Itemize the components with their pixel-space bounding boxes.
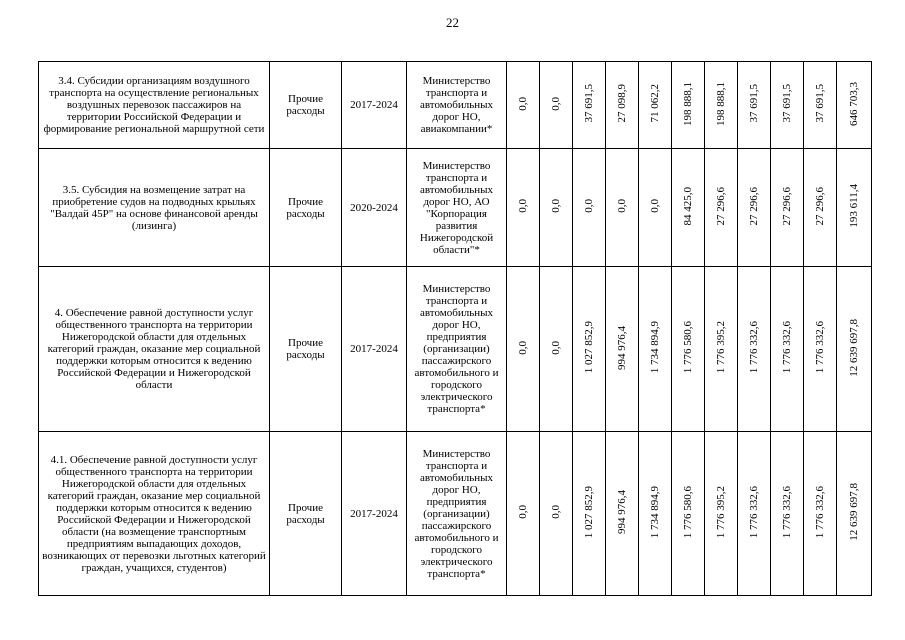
amount-cell [639,432,672,596]
amount-value: 1 776 332,6 [781,321,793,374]
amount-cell [606,149,639,267]
table-row [39,267,872,432]
amount-cell [639,149,672,267]
amount-cell [771,267,804,432]
amount-cell [771,149,804,267]
amount-value: 0,0 [649,199,661,213]
amount-value: 1 734 894,9 [649,321,661,374]
amount-value: 0,0 [517,96,529,111]
amount-value: 1 776 332,6 [781,485,793,539]
amount-cell [837,267,872,432]
amount-cell [573,62,606,149]
table-row [39,432,872,596]
amount-value: 0,0 [583,199,595,213]
amount-value: 198 888,1 [682,81,694,126]
amount-cell [837,432,872,596]
measure-name-cell: 4. Обеспечение равной доступности услуг общественного транспорта на территории Нижегородской области для отдельных категорий граждан, оказание мер социальной поддержки которым относится к ведению Российской Федерации и Нижегородской области [39,267,270,432]
funding-source-cell: Прочие расходы [270,149,342,267]
executor-cell: Министерство транспорта и автомобильных дорог НО, АО "Корпорация развития Нижегородской области"* [407,149,507,267]
amount-value: 0,0 [550,505,562,519]
amount-value: 0,0 [517,505,529,519]
amount-cell [606,432,639,596]
amount-cell [672,149,705,267]
measure-name-cell: 4.1. Обеспечение равной доступности услуг общественного транспорта на территории Нижегородской области для отдельных категорий граждан, оказание мер социальной поддержки которым относится к ведению Российской Федерации и Нижегородской области (на возмещение транспортным предприятиям выпадающих доходов, возникающих от перевозки льготных категорий граждан, учащихся, студентов) [39,432,270,596]
amount-cell [540,432,573,596]
amount-cell [507,267,540,432]
amount-value: 193 611,4 [848,184,860,228]
amount-value: 0,0 [550,96,562,111]
amount-value: 1 027 852,9 [583,321,595,374]
amount-value: 12 639 697,8 [848,483,860,541]
amount-cell [540,62,573,149]
amount-value: 27 098,9 [616,84,628,123]
amount-cell [804,62,837,149]
amount-value: 1 734 894,9 [649,485,661,539]
funding-source-cell: Прочие расходы [270,267,342,432]
measure-name-cell: 3.5. Субсидия на возмещение затрат на приобретение судов на подводных крыльях "Валдай 45Р" на основе финансовой аренды (лизинга) [39,149,270,267]
table-row [39,149,872,267]
amount-value: 37 691,5 [748,84,760,123]
implementation-period-cell: 2017-2024 [342,62,407,149]
amount-cell [639,267,672,432]
amount-value: 1 776 580,6 [682,485,694,539]
measure-name-cell: 3.4. Субсидии организациям воздушного транспорта на осуществление региональных воздушных перевозок пассажиров на территории Российской Федерации и формирование региональной маршрутной сети [39,62,270,149]
implementation-period-cell: 2017-2024 [342,432,407,596]
amount-value: 0,0 [517,199,529,213]
amount-cell [573,432,606,596]
amount-cell [804,432,837,596]
amount-value: 37 691,5 [781,84,793,123]
amount-value: 71 062,2 [649,84,661,123]
amount-cell [507,62,540,149]
amount-cell [837,149,872,267]
amount-cell [738,267,771,432]
amount-value: 646 703,3 [848,81,860,126]
budget-table [38,61,872,596]
amount-value: 27 296,6 [781,186,793,226]
amount-value: 1 776 580,6 [682,321,694,374]
amount-value: 37 691,5 [814,84,826,123]
amount-value: 12 639 697,8 [848,318,860,377]
amount-cell [507,149,540,267]
amount-value: 37 691,5 [583,84,595,123]
amount-value: 1 776 395,2 [715,321,727,374]
amount-cell [705,267,738,432]
funding-source-cell: Прочие расходы [270,62,342,149]
executor-cell: Министерство транспорта и автомобильных дорог НО, предприятия (организации) пассажирского автомобильного и городского электрического транспорта* [407,267,507,432]
amount-cell [738,432,771,596]
amount-cell [639,62,672,149]
implementation-period-cell: 2017-2024 [342,267,407,432]
amount-value: 1 027 852,9 [583,485,595,539]
executor-cell: Министерство транспорта и автомобильных дорог НО, предприятия (организации) пассажирского автомобильного и городского электрического транспорта* [407,432,507,596]
amount-value: 198 888,1 [715,81,727,126]
amount-value: 27 296,6 [748,186,760,226]
amount-cell [705,432,738,596]
amount-cell [804,149,837,267]
amount-cell [837,62,872,149]
amount-cell [705,62,738,149]
amount-cell [573,267,606,432]
amount-cell [771,62,804,149]
executor-cell: Министерство транспорта и автомобильных дорог НО, авиакомпании* [407,62,507,149]
amount-cell [540,149,573,267]
amount-cell [606,267,639,432]
table-row [39,62,872,149]
amount-cell [804,267,837,432]
funding-source-cell: Прочие расходы [270,432,342,596]
amount-value: 1 776 332,6 [814,485,826,539]
amount-cell [507,432,540,596]
amount-value: 1 776 395,2 [715,485,727,539]
amount-value: 0,0 [550,340,562,355]
amount-value: 0,0 [616,199,628,213]
amount-cell [738,62,771,149]
amount-value: 1 776 332,6 [748,485,760,539]
amount-value: 1 776 332,6 [814,321,826,374]
amount-value: 994 976,4 [616,490,628,534]
amount-cell [672,267,705,432]
implementation-period-cell: 2020-2024 [342,149,407,267]
amount-cell [705,149,738,267]
amount-cell [738,149,771,267]
amount-value: 84 425,0 [682,186,694,226]
amount-cell [606,62,639,149]
page-number: 22 [446,15,459,30]
amount-cell [771,432,804,596]
amount-value: 994 976,4 [616,325,628,370]
amount-cell [540,267,573,432]
amount-value: 1 776 332,6 [748,321,760,374]
amount-cell [573,149,606,267]
amount-value: 27 296,6 [715,186,727,226]
amount-value: 27 296,6 [814,186,826,226]
amount-cell [672,62,705,149]
amount-cell [672,432,705,596]
amount-value: 0,0 [550,199,562,213]
amount-value: 0,0 [517,340,529,355]
